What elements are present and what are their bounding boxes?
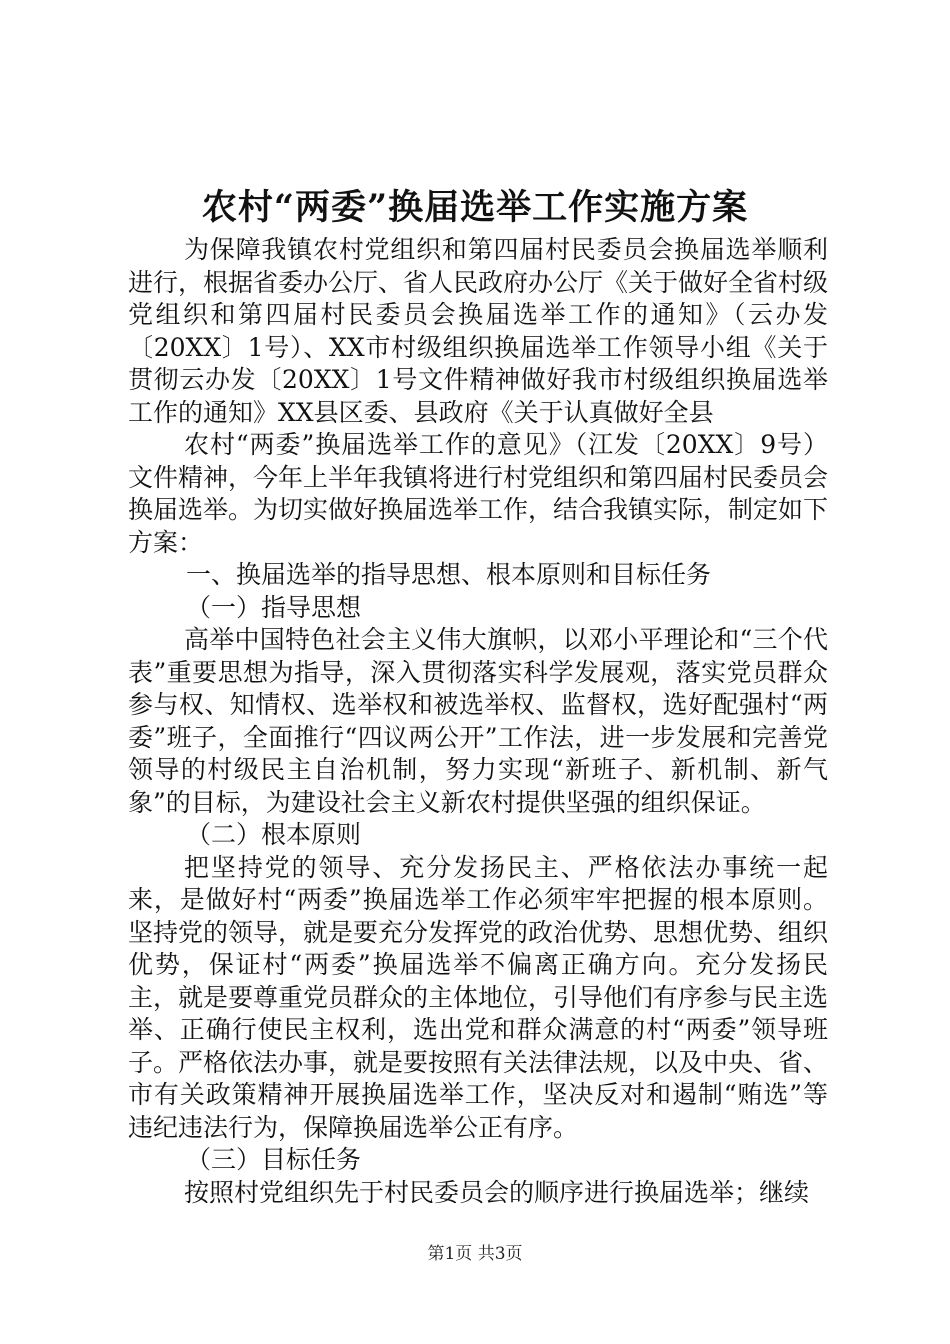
document-body [128,234,828,1209]
subsection-heading-principles: （二）根本原则 [186,820,362,849]
section-heading-1: 一、换届选举的指导思想、根本原则和目标任务 [186,560,712,589]
subsection-heading-guiding-thought: （一）指导思想 [186,592,362,622]
paragraph-intro-continued: 农村“两委”换届选举工作的意见》（江发〔20XX〕9号）文件精神，今年上半年我镇将进行村党组织和第四届村民委员会换届选举。为切实做好换届选举工作，结合我镇实际，制定如下方案： [128,430,829,557]
subsection-heading-goals: （三）目标任务 [186,1145,362,1174]
paragraph-goals: 按照村党组织先于村民委员会的顺序进行换届选举；继续 [184,1177,810,1207]
paragraph-principles: 把坚持党的领导、充分发扬民主、严格依法办事统一起来，是做好村“两委”换届选举工作必须牢牢把握的根本原则。坚持党的领导，就是要充分发挥党的政治优势、思想优势、组织优势，保证村“两委”换届选举不偏离正确方向。充分发扬民主，就是要尊重党员群众的主体地位，引导他们有序参与民主选举、正确行使民主权利，选出党和群众满意的村“两委”领导班子。严格依法办事，就是要按照有关法律法规，以及中央、省、市有关政策精神开展换届选举工作，坚决反对和遏制“贿选”等违纪违法行为，保障换届选举公正有序。 [128,852,829,1142]
paragraph-guiding-thought: 高举中国特色社会主义伟大旗帜，以邓小平理论和“三个代表”重要思想为指导，深入贯彻落实科学发展观，落实党员群众参与权、知情权、选举权和被选举权、监督权，选好配强村“两委”班子，全面推行“四议两公开”工作法，进一步发展和完善党领导的村级民主自治机制，努力实现“新班子、新机制、新气象”的目标，为建设社会主义新农村提供坚强的组织保证。 [128,625,828,817]
document-title: 农村“两委”换届选举工作实施方案 [201,187,749,228]
paragraph-intro: 为保障我镇农村党组织和第四届村民委员会换届选举顺利进行，根据省委办公厅、省人民政府办公厅《关于做好全省村级党组织和第四届村民委员会换届选举工作的通知》（云办发〔20XX〕1号）、XX市村级组织换届选举工作领导小组《关于贯彻云办发〔20XX〕1号文件精神做好我市村级组织换届选举工作的通知》XX县区委、县政府《关于认真做好全县 [128,235,829,427]
page-footer: 第1页 共3页 [427,1244,523,1264]
